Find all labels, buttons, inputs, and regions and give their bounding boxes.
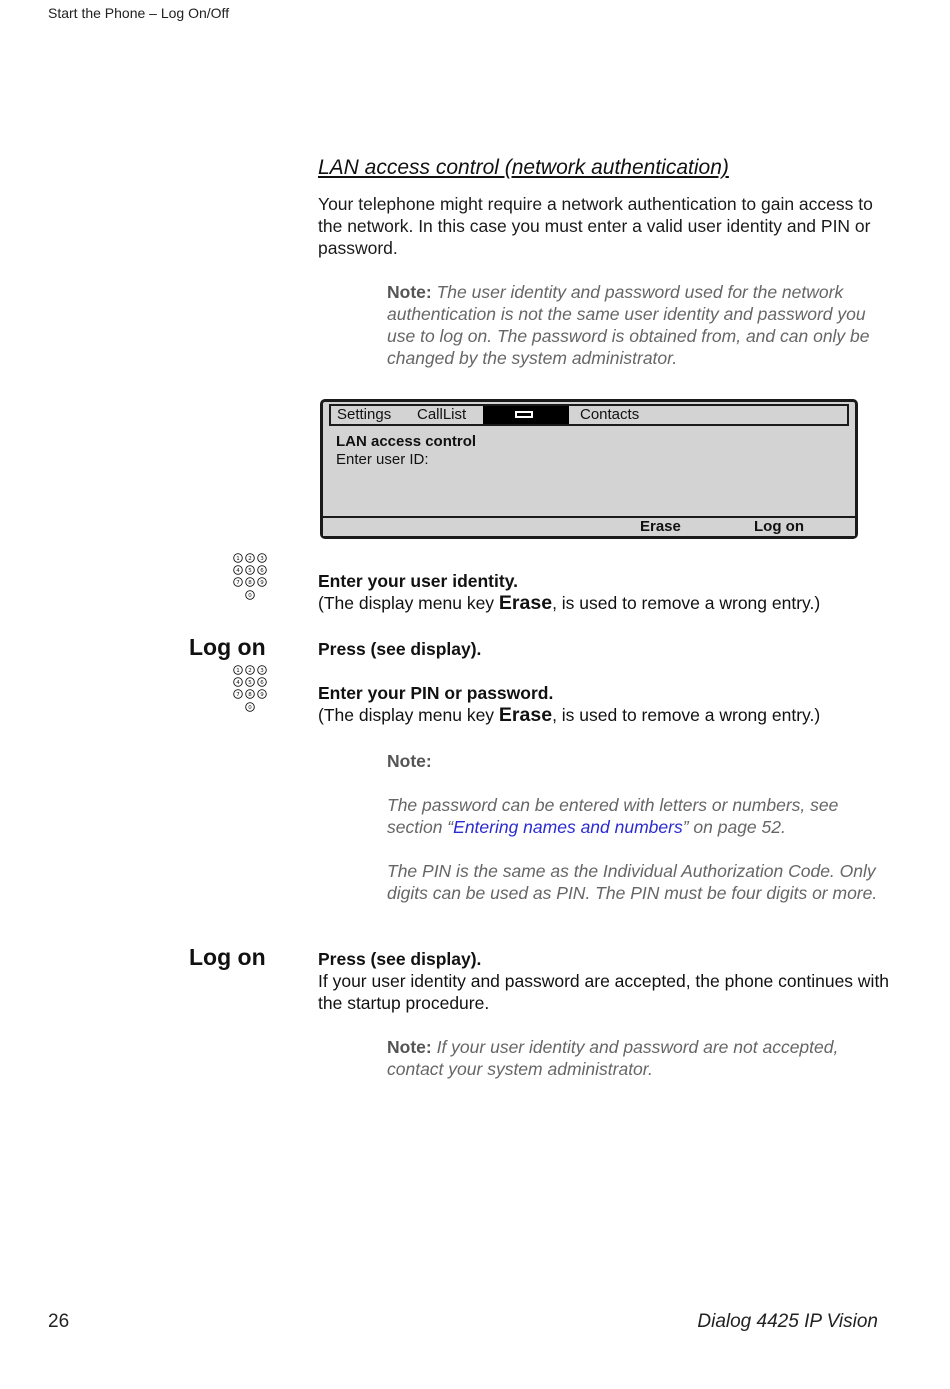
- note-text: The password can be entered with letters or numbers, see section “: [387, 795, 839, 837]
- keypad-key-2: 2: [248, 556, 252, 562]
- note-label: Note:: [387, 282, 432, 302]
- keypad-key-0: 0: [248, 705, 252, 711]
- display-title: LAN access control: [336, 433, 477, 450]
- step-text-suffix: , is used to remove a wrong entry.): [552, 593, 821, 613]
- step-text-prefix: (The display menu key: [318, 593, 499, 613]
- intro-paragraph: Your telephone might require a network authentication to gain access to the network. In this case you must enter a valid user identity and PIN or password.: [318, 194, 873, 258]
- keypad-key-1: 1: [236, 668, 240, 674]
- step-text-suffix: , is used to remove a wrong entry.): [552, 705, 821, 725]
- keypad-key-6: 6: [260, 568, 264, 574]
- note-text: ” on page 52.: [682, 817, 786, 837]
- keypad-key-7: 7: [236, 580, 240, 586]
- step-heading: Enter your PIN or password.: [318, 683, 554, 703]
- entering-names-link[interactable]: Entering names and numbers: [453, 817, 683, 837]
- keypad-icon: [232, 552, 270, 602]
- keypad-key-9: 9: [260, 692, 264, 698]
- tab-calllist: CallList: [417, 406, 467, 423]
- keypad-key-4: 4: [236, 680, 240, 686]
- keypad-key-3: 3: [260, 668, 264, 674]
- note-text: If your user identity and password are not accepted, contact your system administrator.: [387, 1037, 839, 1079]
- tab-contacts: Contacts: [580, 406, 640, 423]
- step-heading: Press (see display).: [318, 949, 482, 969]
- keypad-icon: [232, 664, 270, 714]
- display-prompt: Enter user ID:: [336, 451, 429, 468]
- keypad-key-8: 8: [248, 692, 252, 698]
- keypad-key-5: 5: [248, 568, 252, 574]
- step-press-log-on-final: [318, 948, 898, 1014]
- phone-display: [320, 399, 858, 539]
- keypad-key-1: 1: [236, 556, 240, 562]
- running-header: Start the Phone – Log On/Off: [48, 5, 230, 21]
- note-network-auth: [387, 281, 887, 369]
- display-tab-bar: [329, 404, 849, 426]
- note-label: Note:: [387, 1037, 432, 1057]
- note-password-entry: [387, 794, 887, 838]
- step-heading: Enter your user identity.: [318, 571, 518, 591]
- softkey-erase: Erase: [640, 518, 681, 535]
- keypad-key-4: 4: [236, 568, 240, 574]
- step-text-prefix: (The display menu key: [318, 705, 499, 725]
- keypad-key-6: 6: [260, 680, 264, 686]
- display-softkey-bar: [323, 516, 855, 536]
- note-label: Note:: [387, 751, 432, 771]
- note-text: The user identity and password used for the network authentication is not the same user identity and password you use to log on. The password is obtained from, and can only be changed by the system administrator.: [387, 282, 870, 368]
- section-title: LAN access control (network authentication): [318, 156, 729, 179]
- step-heading: Press (see display).: [318, 639, 482, 659]
- tab-phone-active: [483, 406, 569, 424]
- tab-settings: Settings: [337, 406, 392, 423]
- erase-key-label: Erase: [498, 704, 553, 726]
- step-press-log-on: [318, 638, 898, 660]
- note-not-accepted: [387, 1036, 887, 1080]
- note-pin-info: The PIN is the same as the Individual Authorization Code. Only digits can be used as PIN. The PIN must be four digits or more.: [387, 861, 878, 903]
- product-name: Dialog 4425 IP Vision: [697, 1311, 878, 1332]
- phone-icon: [515, 411, 533, 418]
- log-on-key-label: Log on: [189, 634, 266, 660]
- softkey-log-on: Log on: [754, 518, 804, 535]
- keypad-key-5: 5: [248, 680, 252, 686]
- keypad-key-0: 0: [248, 593, 252, 599]
- page-number: 26: [48, 1311, 70, 1332]
- step-text: If your user identity and password are accepted, the phone continues with the startup procedure.: [318, 971, 890, 1013]
- keypad-key-3: 3: [260, 556, 264, 562]
- keypad-key-2: 2: [248, 668, 252, 674]
- step-enter-user-identity: [318, 570, 898, 614]
- keypad-key-9: 9: [260, 580, 264, 586]
- erase-key-label: Erase: [498, 592, 553, 614]
- keypad-key-7: 7: [236, 692, 240, 698]
- keypad-key-8: 8: [248, 580, 252, 586]
- step-enter-pin: [318, 682, 898, 726]
- log-on-key-label: Log on: [189, 944, 266, 970]
